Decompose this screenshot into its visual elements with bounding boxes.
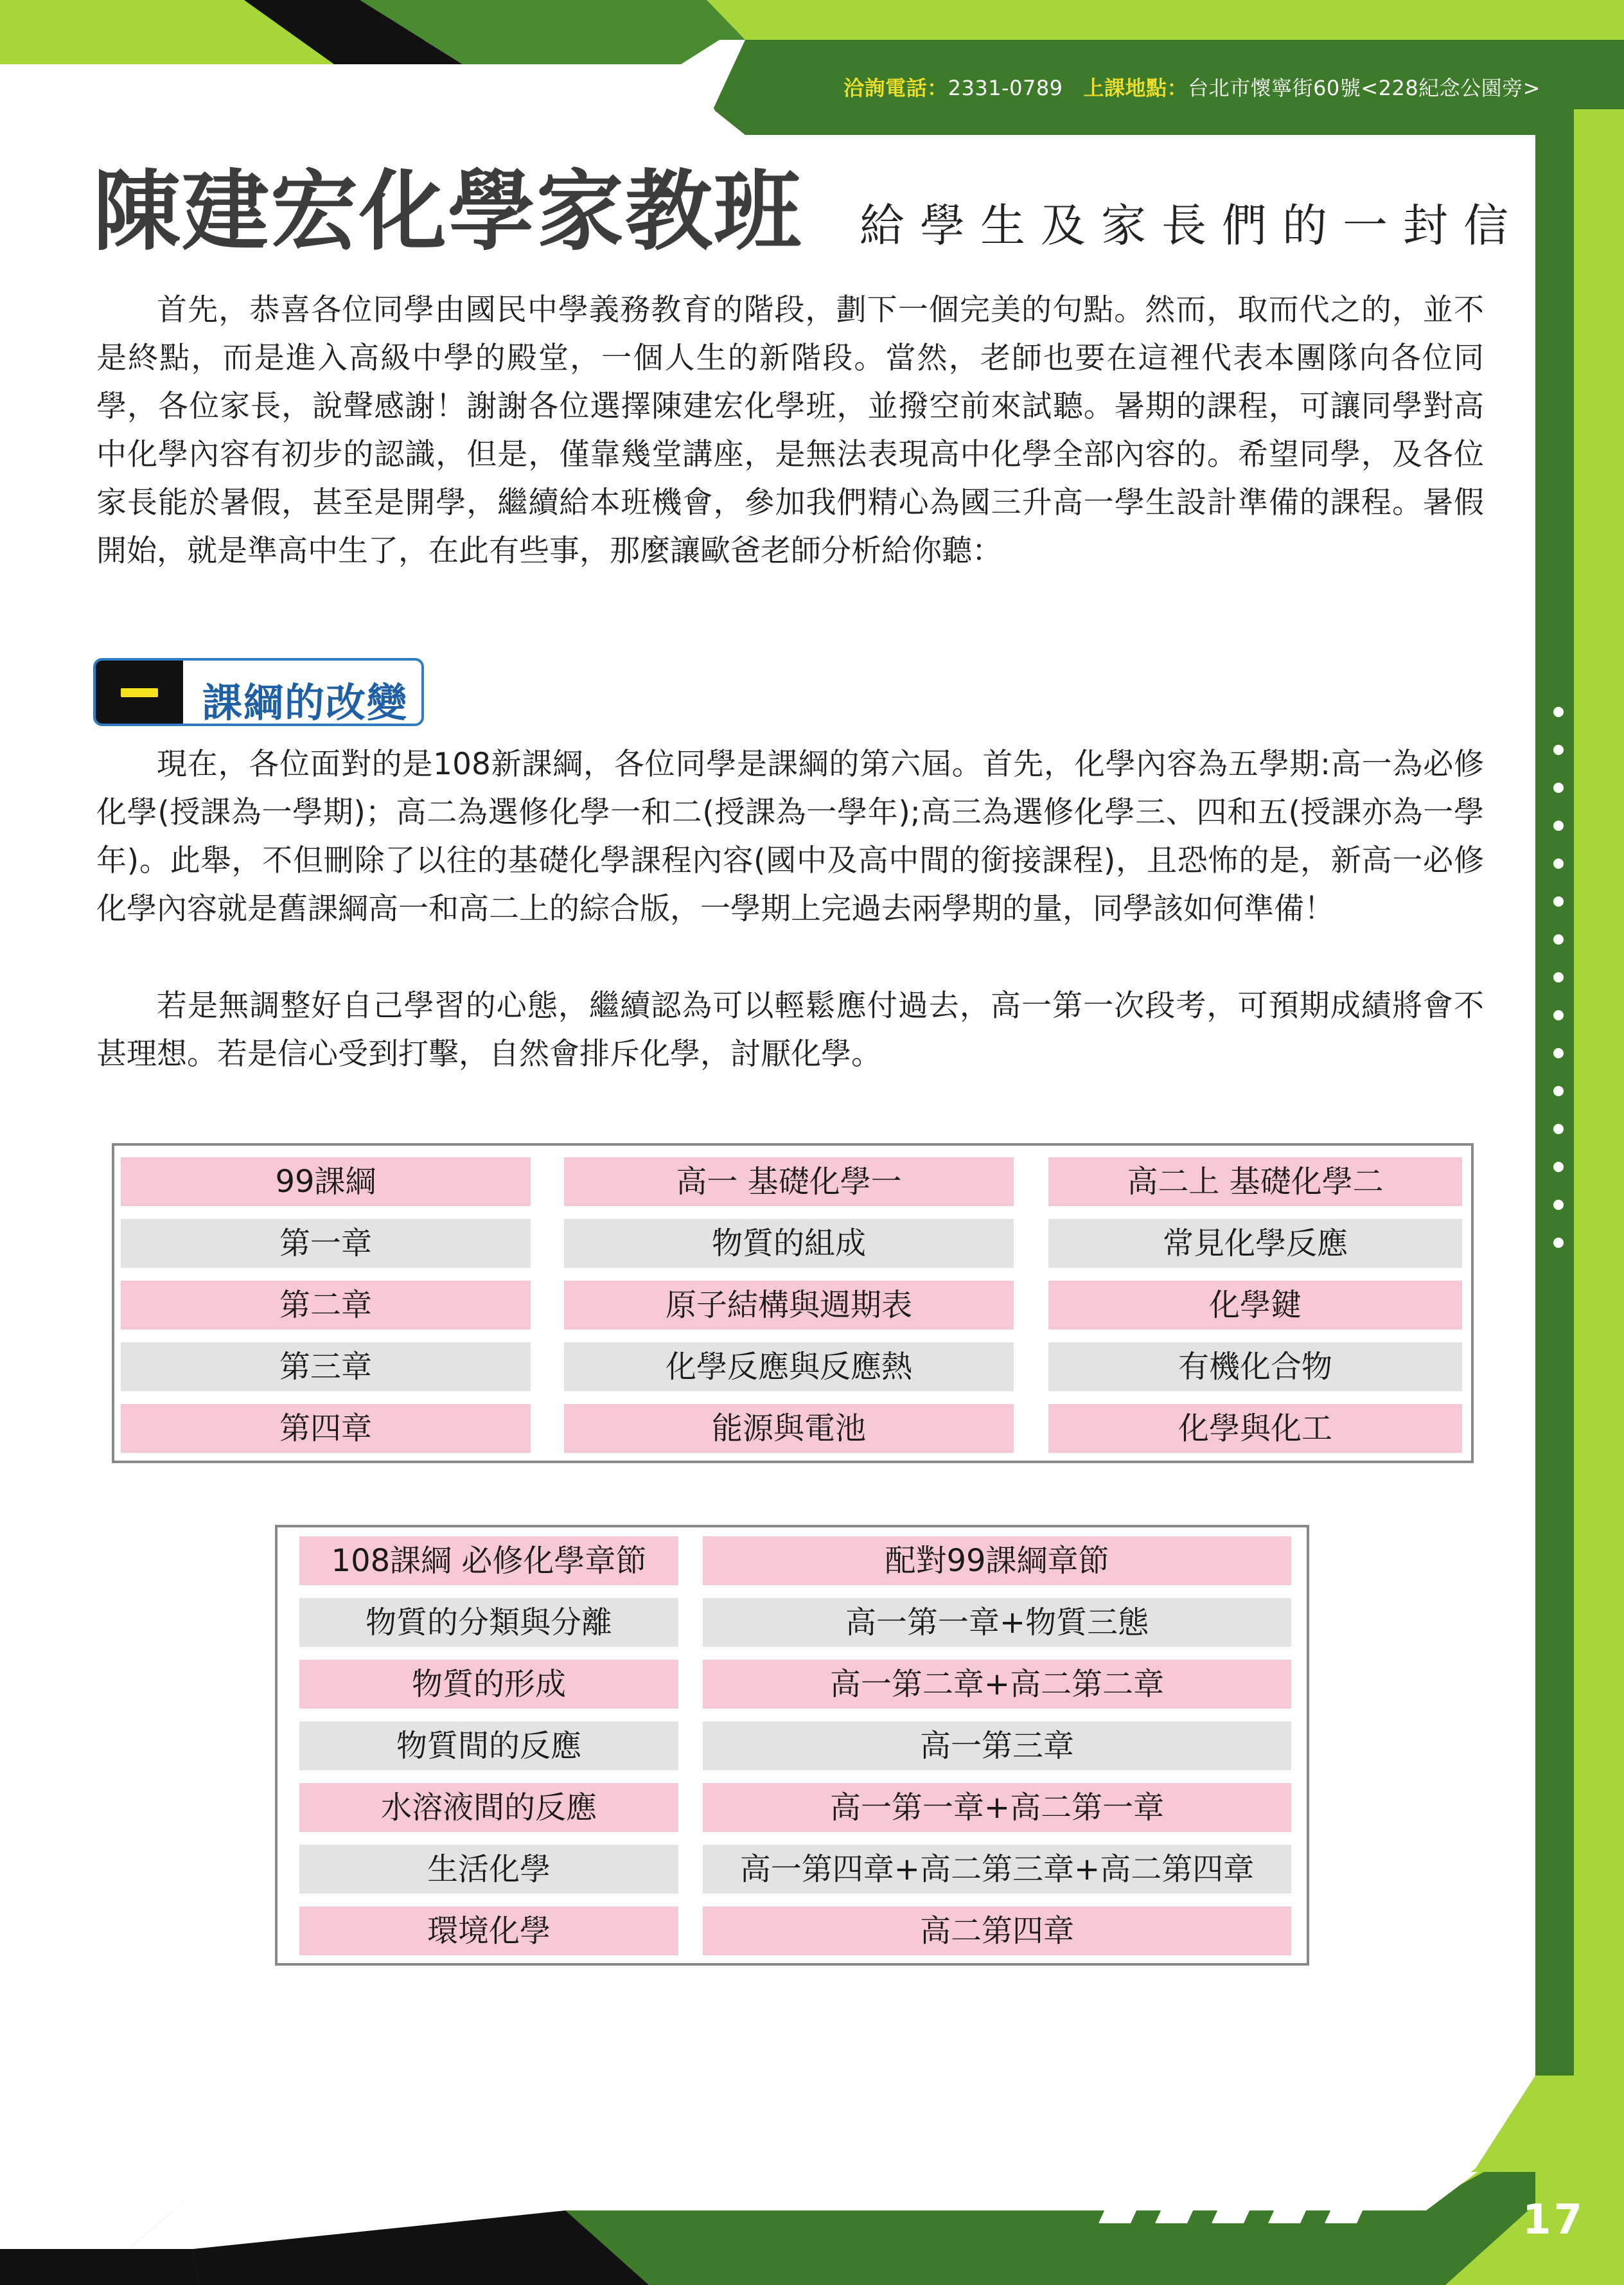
- phone-label: 洽詢電話：: [843, 76, 948, 100]
- table-cell: 高一第四章+高二第三章+高二第四章: [703, 1845, 1291, 1894]
- table-cell: 高一 基礎化學一: [564, 1157, 1014, 1206]
- section-paragraph-2: 若是無調整好自己學習的心態，繼續認為可以輕鬆應付過去，高一第一次段考，可預期成績將會不甚理想。若是信心受到打擊，自然會排斥化學，討厭化學。: [96, 988, 1484, 1072]
- table-cell: 高二第四章: [703, 1907, 1291, 1955]
- table-cell: 第二章: [121, 1281, 531, 1329]
- section-number-badge: [96, 661, 183, 724]
- address-value: 台北市懷寧街60號<228紀念公園旁>: [1188, 76, 1540, 100]
- table-cell: 能源與電池: [564, 1404, 1014, 1453]
- section-heading: [93, 658, 424, 726]
- number-one-mark: [121, 688, 158, 697]
- curriculum-108-table: [275, 1525, 1309, 1966]
- table-cell: 物質間的反應: [299, 1721, 678, 1770]
- page-title: 陳建宏化學家教班: [93, 161, 802, 263]
- table-cell: 環境化學: [299, 1907, 678, 1955]
- table-cell: 高一第三章: [703, 1721, 1291, 1770]
- table-cell: 水溶液間的反應: [299, 1783, 678, 1832]
- table-cell: 化學反應與反應熱: [564, 1342, 1014, 1391]
- intro-paragraph: 首先，恭喜各位同學由國民中學義務教育的階段，劃下一個完美的句點。然而，取而代之的，並不是終點，而是進入高級中學的殿堂，一個人生的新階段。當然，老師也要在這裡代表本團隊向各位同學，各位家長，說聲感謝！謝謝各位選擇陳建宏化學班，並撥空前來試聽。暑期的課程，可讓同學對高中化學內容有初步的認識，但是，僅靠幾堂講座，是無法表現高中化學全部內容的。希望同學，及各位家長能於暑假，甚至是開學，繼續給本班機會，參加我們精心為國三升高一學生設計準備的課程。暑假開始，就是準高中生了，在此有些事，那麼讓歐爸老師分析給你聽：: [96, 292, 1484, 569]
- table-cell: 高二上 基礎化學二: [1048, 1157, 1462, 1206]
- table-cell: 108課綱 必修化學章節: [299, 1536, 678, 1585]
- table-cell: 化學鍵: [1048, 1281, 1462, 1329]
- table-cell: 第三章: [121, 1342, 531, 1391]
- phone-value: 2331-0789: [948, 76, 1063, 100]
- table-cell: 物質的組成: [564, 1219, 1014, 1268]
- curriculum-99-table: [112, 1143, 1474, 1463]
- table-cell: 99課綱: [121, 1157, 531, 1206]
- page-number: 17: [1522, 2196, 1585, 2244]
- table-cell: 物質的分類與分離: [299, 1598, 678, 1647]
- contact-info: [843, 72, 1540, 102]
- section-paragraph-1: 現在，各位面對的是108新課綱，各位同學是課綱的第六屆。首先，化學內容為五學期:高一為必修化學(授課為一學期)；高二為選修化學一和二(授課為一學年);高三為選修化學三、四和五(授課亦為一學年)。此舉，不但刪除了以往的基礎化學課程內容(國中及高中間的銜接課程)，且恐怖的是，新高一必修化學內容就是舊課綱高一和高二上的綜合版，一學期上完過去兩學期的量，同學該如何準備！: [96, 747, 1484, 927]
- table-cell: 生活化學: [299, 1845, 678, 1894]
- table-cell: 高一第二章+高二第二章: [703, 1660, 1291, 1709]
- page-subtitle: 給學生及家長們的一封信: [860, 199, 1524, 252]
- address-label: 上課地點：: [1083, 76, 1188, 100]
- table-cell: 高一第一章+高二第一章: [703, 1783, 1291, 1832]
- decorative-dots: [1553, 707, 1569, 1276]
- table-cell: 化學與化工: [1048, 1404, 1462, 1453]
- table-cell: 高一第一章+物質三態: [703, 1598, 1291, 1647]
- table-cell: 第四章: [121, 1404, 531, 1453]
- section-title: 課綱的改變: [202, 679, 409, 726]
- decorative-stripes: [1099, 2195, 1381, 2227]
- table-cell: 原子結構與週期表: [564, 1281, 1014, 1329]
- table-cell: 配對99課綱章節: [703, 1536, 1291, 1585]
- table-cell: 物質的形成: [299, 1660, 678, 1709]
- table-cell: 有機化合物: [1048, 1342, 1462, 1391]
- table-cell: 常見化學反應: [1048, 1219, 1462, 1268]
- table-cell: 第一章: [121, 1219, 531, 1268]
